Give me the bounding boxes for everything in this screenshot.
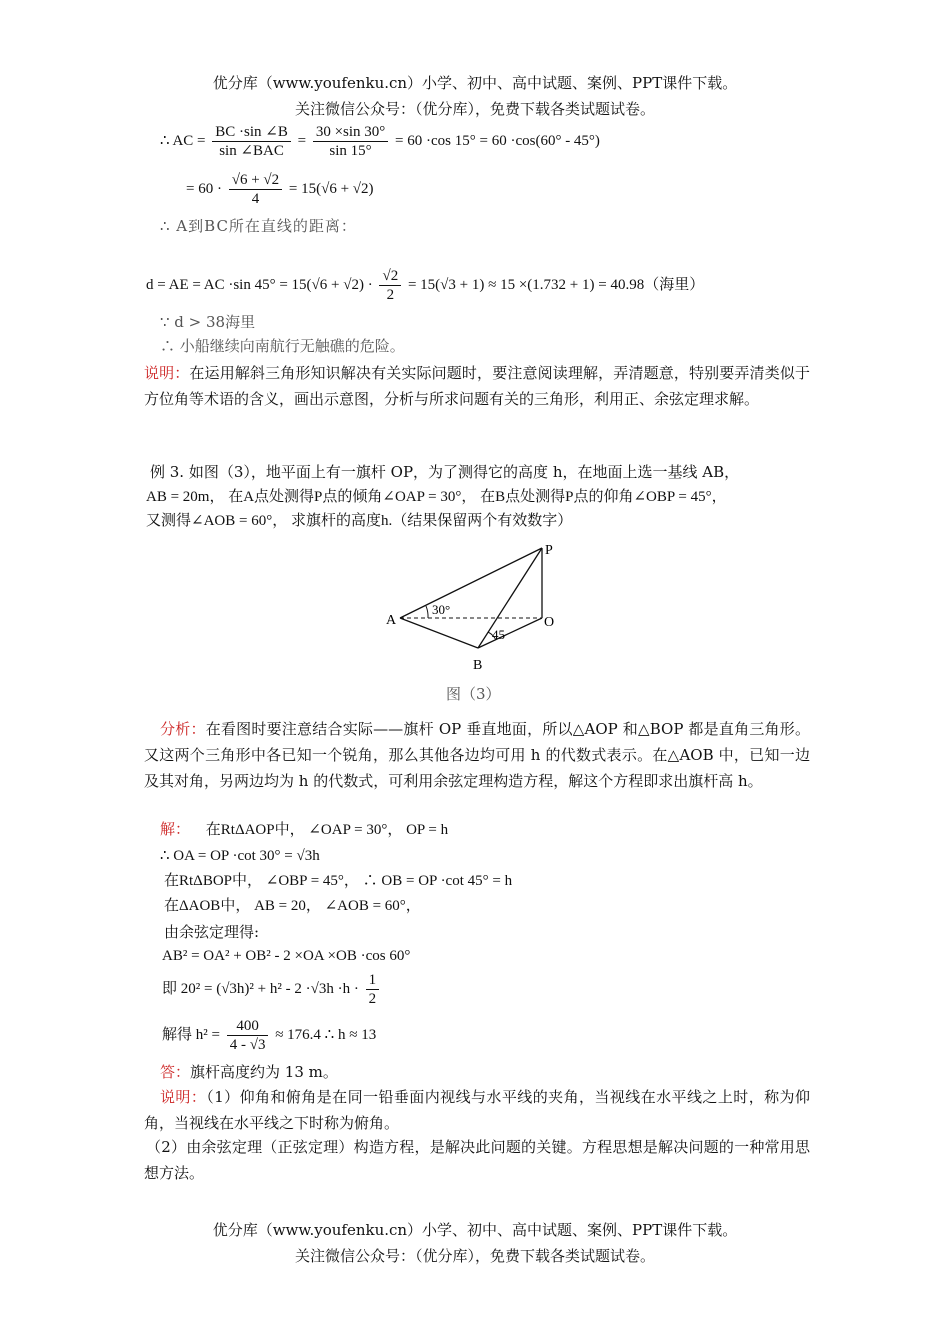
note-1-text: 在运用解斜三角形知识解决有关实际问题时，要注意阅读理解，弄清题意，特别要弄清类似于方位角等术语的含义，画出示意图，分析与所求问题有关的三角形，利用正、余弦定理求解。	[144, 364, 810, 408]
ac-formula	[160, 118, 600, 164]
solution-step-8	[162, 1012, 376, 1058]
solution-step-5: 由余弦定理得:	[164, 923, 260, 941]
distance-fraction-num: √2	[379, 267, 401, 286]
note-2-text-1: （1）仰角和俯角是在同一铅垂面内视线与水平线的夹角，当视线在水平线之上时，称为仰角，当视线在水平线之下时称为俯角。	[144, 1088, 810, 1132]
ac-prefix: ∴ AC =	[160, 133, 206, 149]
footer-line-1: 优分库（www.youfenku.cn）小学、初中、高中试题、案例、PPT课件下载。	[212, 1221, 738, 1239]
ac-equals: =	[297, 133, 307, 149]
ac-fraction-2-num: 30 ×sin 30°	[313, 123, 388, 142]
ac-value-tail: = 15(√6 + √2)	[288, 181, 374, 197]
solution-step-8-den: 4 - √3	[229, 1037, 266, 1054]
analysis-paragraph	[144, 716, 810, 794]
answer-line	[160, 1062, 338, 1082]
solution-step-3: 在RtΔBOP中， ∠OBP = 45°， ∴ OB = OP ·cot 45° = h	[164, 873, 513, 889]
solution-step-2: ∴ OA = OP ·cot 30° = √3h	[160, 848, 320, 864]
solution-step-7-num: 1	[366, 971, 380, 990]
analysis-text: 在看图时要注意结合实际——旗杆 OP 垂直地面，所以△AOP 和△BOP 都是直角三角形。又这两个三角形中各已知一个锐角，那么其他各边均可用 h 的代数式表示。在△AOB 中，已知一边及其对角，另两边均为 h 的代数式，可利用余弦定理构造方程，解这个方程即求出旗杆高 h。	[144, 720, 810, 790]
solution-step-8-fraction	[227, 1017, 269, 1054]
angle-a-label: 30°	[432, 602, 451, 617]
example-3-line-2: AB = 20m， 在A点处测得P点的倾角∠OAP = 30°， 在B点处测得P点的仰角∠OBP = 45°，	[146, 489, 727, 505]
header-line-2: 关注微信公众号：（优分库），免费下载各类试题试卷。	[294, 100, 655, 118]
solution-step-7-prefix: 即 20² = (√3h)² + h² - 2 ·√3h ·h ·	[162, 981, 359, 997]
note-1	[144, 360, 810, 412]
distance-prefix: d = AE = AC ·sin 45° = 15(√6 + √2) ·	[146, 277, 373, 293]
ac-fraction-2-den: sin 15°	[329, 143, 372, 160]
label-a: A	[386, 613, 397, 628]
ac-fraction-1-den: sin ∠BAC	[219, 143, 284, 160]
solution-step-4: 在ΔAOB中， AB = 20， ∠AOB = 60°，	[164, 898, 421, 914]
solution-line-1	[160, 820, 448, 840]
label-p: P	[545, 543, 553, 558]
distance-formula	[146, 262, 704, 308]
example-3-line-3: 又测得∠AOB = 60°， 求旗杆的高度h.（结果保留两个有效数字）	[146, 513, 573, 529]
edge-ap	[400, 548, 542, 618]
conclusion-line: ∴ 小船继续向南航行无触礁的危险。	[160, 337, 405, 355]
note-2-paragraph-1	[144, 1084, 810, 1136]
note-2-paragraph-2	[144, 1134, 810, 1186]
example-3-line-1: 例 3. 如图（3），地平面上有一旗杆 OP，为了测得它的高度 h，在地面上选一基线 AB，	[150, 463, 740, 481]
distance-fraction-den: 2	[386, 287, 395, 304]
because-line: ∵ d > 38海里	[160, 313, 256, 331]
solution-step-7	[162, 966, 382, 1012]
label-o: O	[544, 615, 555, 630]
ac-fraction-2	[313, 123, 388, 160]
solution-step-6: AB² = OA² + OB² - 2 ×OA ×OB ·cos 60°	[162, 948, 411, 964]
answer-text: 旗杆高度约为 13 m。	[190, 1063, 338, 1081]
distance-fraction	[379, 267, 401, 304]
figure-caption: 图（3）	[446, 685, 501, 703]
distance-label: ∴ A到BC所在直线的距离：	[160, 217, 357, 235]
label-b: B	[473, 658, 483, 673]
figure-3-diagram	[380, 536, 580, 676]
note-2-text-2: （2）由余弦定理（正弦定理）构造方程，是解决此问题的关键。方程思想是解决问题的一种常用思想方法。	[144, 1138, 810, 1182]
ac-value-fraction	[229, 171, 282, 208]
angle-b-label: 45	[492, 627, 505, 642]
ac-fraction-1	[212, 123, 291, 160]
solution-step-8-num: 400	[227, 1017, 269, 1036]
ac-value-num: √6 + √2	[229, 171, 282, 190]
solution-label: 解：	[160, 822, 191, 838]
solution-step-7-den: 2	[368, 991, 377, 1008]
solution-step-1: 在RtΔAOP中， ∠OAP = 30°， OP = h	[205, 822, 449, 838]
ac-value-line	[186, 166, 374, 212]
answer-label: 答：	[160, 1063, 191, 1081]
angle-a-arc	[426, 606, 428, 618]
ac-tail: = 60 ·cos 15° = 60 ·cos(60° - 45°)	[395, 133, 600, 149]
ac-value-prefix: = 60 ·	[186, 181, 222, 197]
ac-value-den: 4	[251, 191, 260, 208]
note-1-label: 说明：	[144, 364, 190, 382]
analysis-label: 分析：	[160, 720, 206, 738]
header-line-1: 优分库（www.youfenku.cn）小学、初中、高中试题、案例、PPT课件下载。	[212, 74, 738, 92]
ac-fraction-1-num: BC ·sin ∠B	[212, 123, 291, 142]
footer-line-2: 关注微信公众号：（优分库），免费下载各类试题试卷。	[294, 1247, 655, 1265]
distance-tail: = 15(√3 + 1) ≈ 15 ×(1.732 + 1) = 40.98（海里）	[407, 277, 705, 293]
note-2-label: 说明：	[160, 1088, 207, 1106]
edge-ab	[400, 618, 478, 648]
solution-step-7-fraction	[366, 971, 380, 1008]
solution-step-8-prefix: 解得 h² =	[162, 1027, 220, 1043]
solution-step-8-tail: ≈ 176.4 ∴ h ≈ 13	[275, 1027, 377, 1043]
